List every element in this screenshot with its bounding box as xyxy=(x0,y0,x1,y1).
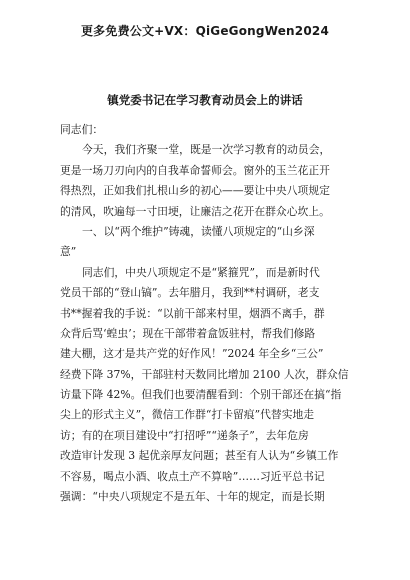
paragraph-line: 得热烈，正如我们扎根山乡的初心——要让中央八项规定 xyxy=(60,184,330,198)
paragraph-line: 改造审计发现 3 起优亲厚友问题；甚至有人认为“乡镇工作 xyxy=(60,449,339,463)
paragraph-line: 更是一场刀刃向内的自我革命誓师会。窗外的玉兰花正开 xyxy=(60,163,330,177)
salutation-line: 同志们： xyxy=(60,123,104,136)
paragraph-line: 书**握着我的手说：“以前干部来村里，烟酒不离手，群 xyxy=(60,306,325,320)
paragraph-line: 同志们，中央八项规定不是“紧箍咒”，而是新时代 xyxy=(82,265,320,279)
header-watermark-text: 更多免费公文+VX：QiGeGongWen2024 xyxy=(80,24,329,38)
section-heading-line: 一、以“两个维护”铸魂，读懂八项规定的“山乡深 xyxy=(82,224,315,238)
document-body xyxy=(60,120,366,507)
paragraph-line: 不容易，喝点小酒、收点土产不算啥”……习近平总书记 xyxy=(60,469,325,483)
paragraph-line: 尖上的形式主义”，微信工作群“打卡留痕”代替实地走 xyxy=(60,408,315,422)
paragraph-line: 访量下降 42%。但我们也要清醒看到：个别干部还在搞“指 xyxy=(60,388,342,402)
paragraph-line: 经费下降 37%，干部驻村天数同比增加 2100 人次，群众信 xyxy=(60,367,349,381)
paragraph-line: 的清风，吹遍每一寸田埂，让廉洁之花开在群众心坎上。 xyxy=(60,204,330,218)
paragraph-line: 众背后骂‘蝗虫’；现在干部带着盒饭驻村，帮我们修路 xyxy=(60,326,316,340)
document-title: 镇党委书记在学习教育动员会上的讲话 xyxy=(107,93,303,107)
paragraph-line: 强调：“中央八项规定不是五年、十年的规定，而是长期 xyxy=(60,490,325,504)
section-heading-line: 意” xyxy=(60,245,77,259)
paragraph-line: 访；有的在项目建设中“打招呼”“递条子”，去年危房 xyxy=(60,428,309,442)
paragraph-line: 今天，我们齐聚一堂，既是一次学习教育的动员会， xyxy=(82,143,331,157)
paragraph-line: 党员干部的“登山镐”。去年腊月，我到**村调研，老支 xyxy=(60,286,320,300)
paragraph-line: 建大棚，这才是共产党的好作风！”2024 年全乡“三公” xyxy=(60,347,324,361)
